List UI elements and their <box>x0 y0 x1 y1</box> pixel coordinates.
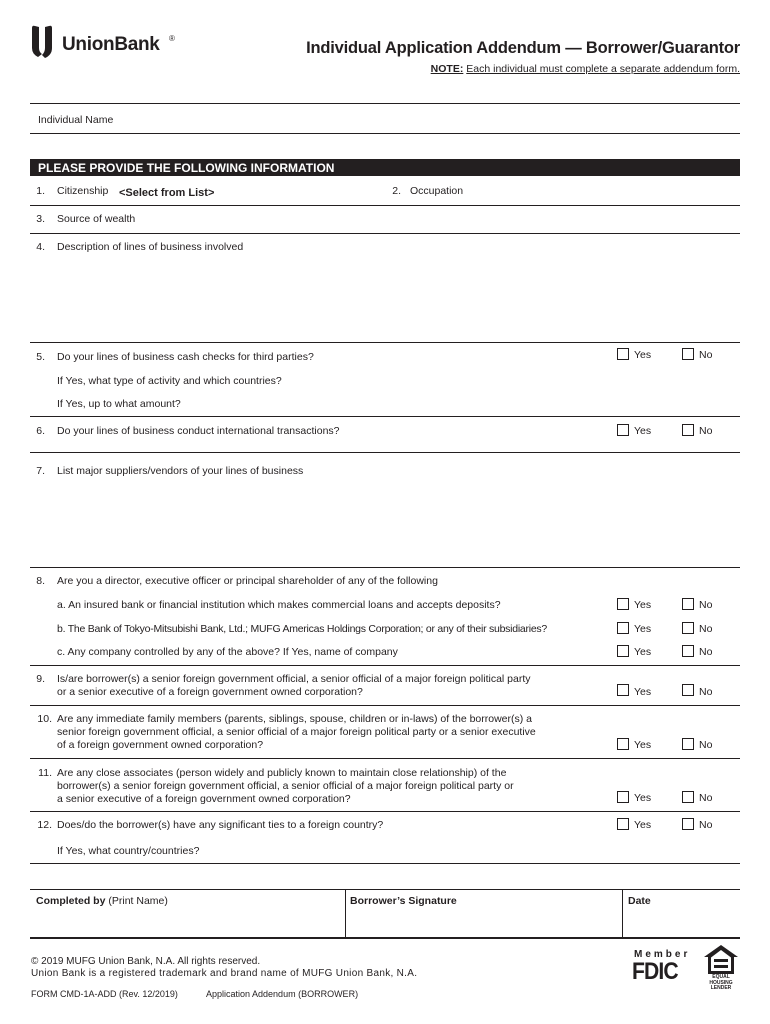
q11-no-checkbox[interactable] <box>682 791 694 803</box>
q8c-no-label: No <box>699 646 713 658</box>
q6-number: 6. <box>36 425 45 437</box>
union-bank-logo <box>30 24 190 62</box>
signature-divider <box>622 889 623 937</box>
fdic-logo <box>632 946 694 986</box>
individual-name-label: Individual Name <box>38 114 114 126</box>
logo-text: UnionBank <box>62 34 160 55</box>
q10-line3: of a foreign government owned corporation? <box>57 739 264 751</box>
q10-line1: Are any immediate family members (parents, siblings, spouse, children or in-laws) of the borrower(s) a <box>57 713 533 725</box>
q8c-no-checkbox[interactable] <box>682 645 694 657</box>
q6-no-checkbox[interactable] <box>682 424 694 436</box>
date-input[interactable] <box>628 910 736 932</box>
divider <box>30 758 740 759</box>
q8c-yes-checkbox[interactable] <box>617 645 629 657</box>
citizenship-label: Citizenship <box>57 185 109 197</box>
q11-no-label: No <box>699 792 713 804</box>
form-name: Application Addendum (BORROWER) <box>206 989 359 999</box>
q8-number: 8. <box>36 575 45 587</box>
fdic-text: FDIC <box>632 958 678 985</box>
q11-line3: a senior executive of a foreign government owned corporation? <box>57 793 351 805</box>
divider <box>30 233 740 234</box>
equal-housing-lender-logo <box>702 944 740 991</box>
source-of-wealth-input[interactable] <box>145 209 735 229</box>
q10-line2: senior foreign government official, a senior official of a major foreign political party or a senior executive <box>57 726 536 738</box>
logo-registered-mark: ® <box>169 34 175 43</box>
section-title: PLEASE PROVIDE THE FOLLOWING INFORMATION <box>38 161 335 175</box>
q6-label: Do your lines of business conduct international transactions? <box>57 425 340 437</box>
q4-number: 4. <box>36 241 45 253</box>
divider <box>30 133 740 134</box>
q11-number: 11. <box>38 767 52 779</box>
divider <box>30 416 740 417</box>
q5-label: Do your lines of business cash checks for third parties? <box>57 351 314 363</box>
q11-yes-checkbox[interactable] <box>617 791 629 803</box>
q12-label: Does/do the borrower(s) have any significant ties to a foreign country? <box>57 819 384 831</box>
q8c-label: c. Any company controlled by any of the above? If Yes, name of company <box>57 646 398 658</box>
occupation-input[interactable] <box>470 182 735 202</box>
divider <box>30 567 740 568</box>
q8c-company-input[interactable] <box>420 643 605 660</box>
note-line <box>431 63 740 75</box>
q8a-yes-label: Yes <box>634 599 652 611</box>
q8b-label: b. The Bank of Tokyo-Mitsubishi Bank, Ltd.; MUFG Americas Holdings Corporation; or any of their subsidiaries? <box>57 623 548 635</box>
q8a-yes-checkbox[interactable] <box>617 598 629 610</box>
q10-yes-label: Yes <box>634 739 652 751</box>
section-header-bar <box>30 159 740 176</box>
q5-activity-input[interactable] <box>300 372 735 390</box>
q10-no-checkbox[interactable] <box>682 738 694 750</box>
q9-no-checkbox[interactable] <box>682 684 694 696</box>
source-of-wealth-label: Source of wealth <box>57 213 136 225</box>
business-description-label: Description of lines of business involved <box>57 241 244 253</box>
q8c-yes-label: Yes <box>634 646 652 658</box>
note-text: Each individual must complete a separate addendum form. <box>466 63 740 75</box>
q9-no-label: No <box>699 686 713 698</box>
copyright-text: © 2019 MUFG Union Bank, N.A. All rights reserved. <box>31 956 261 967</box>
q11-yes-label: Yes <box>634 792 652 804</box>
q3-number: 3. <box>36 213 45 225</box>
q7-number: 7. <box>36 465 45 477</box>
divider <box>30 705 740 706</box>
individual-name-input[interactable] <box>130 108 730 130</box>
fdic-member-text: Member <box>634 949 691 960</box>
q10-number: 10. <box>37 713 52 725</box>
q8b-no-checkbox[interactable] <box>682 622 694 634</box>
q5-no-label: No <box>699 349 713 361</box>
citizenship-select[interactable]: <Select from List> <box>119 187 215 199</box>
business-description-textarea[interactable] <box>40 258 735 338</box>
form-title: Individual Application Addendum — Borrower/Guarantor <box>306 39 740 57</box>
divider <box>30 103 740 104</box>
divider <box>30 452 740 453</box>
borrower-signature-input[interactable] <box>350 910 615 932</box>
q12-yes-label: Yes <box>634 819 652 831</box>
q10-no-label: No <box>699 739 713 751</box>
q11-line1: Are any close associates (person widely and publicly known to maintain close relationship) of the <box>57 767 507 779</box>
union-bank-logo-icon <box>30 24 56 60</box>
date-label: Date <box>628 895 651 907</box>
completed-by-note: (Print Name) <box>108 895 168 907</box>
q5-activity-label: If Yes, what type of activity and which countries? <box>57 375 282 387</box>
signature-divider <box>345 889 346 937</box>
q6-no-label: No <box>699 425 713 437</box>
note-label: NOTE: <box>430 63 464 75</box>
form-id: FORM CMD-1A-ADD (Rev. 12/2019) <box>31 989 178 999</box>
q1-number: 1. <box>36 185 45 197</box>
q10-yes-checkbox[interactable] <box>617 738 629 750</box>
q6-yes-label: Yes <box>634 425 652 437</box>
q9-number: 9. <box>36 673 45 685</box>
borrower-signature-label: Borrower’s Signature <box>350 895 457 907</box>
q9-line1: Is/are borrower(s) a senior foreign government official, a senior official of a major foreign political party <box>57 673 531 685</box>
occupation-label: Occupation <box>410 185 464 197</box>
q12-yes-checkbox[interactable] <box>617 818 629 830</box>
divider <box>30 665 740 666</box>
q9-yes-label: Yes <box>634 686 652 698</box>
q12-no-checkbox[interactable] <box>682 818 694 830</box>
completed-by-label <box>36 895 168 908</box>
suppliers-textarea[interactable] <box>40 482 735 562</box>
q2-number: 2. <box>392 185 401 197</box>
q5-yes-label: Yes <box>634 349 652 361</box>
q6-yes-checkbox[interactable] <box>617 424 629 436</box>
q9-yes-checkbox[interactable] <box>617 684 629 696</box>
equal-housing-text: EQUAL HOUSING LENDER <box>709 974 733 991</box>
completed-by-bold: Completed by <box>36 895 106 907</box>
divider <box>30 863 740 864</box>
q11-line2: borrower(s) a senior foreign government official, a senior official of a major foreign political party or <box>57 780 514 792</box>
q5-no-checkbox[interactable] <box>682 348 694 360</box>
q12-country-input[interactable] <box>215 842 735 860</box>
q12-country-label: If Yes, what country/countries? <box>57 845 200 857</box>
q8a-label: a. An insured bank or financial institution which makes commercial loans and accepts deposits? <box>57 599 501 611</box>
q7-label: List major suppliers/vendors of your lines of business <box>57 465 304 477</box>
q5-amount-label: If Yes, up to what amount? <box>57 398 181 410</box>
completed-by-input[interactable] <box>36 910 336 932</box>
q12-number: 12. <box>37 819 52 831</box>
q12-no-label: No <box>699 819 713 831</box>
trademark-text: Union Bank is a registered trademark and brand name of MUFG Union Bank, N.A. <box>31 968 418 979</box>
q5-number: 5. <box>36 351 45 363</box>
q8b-yes-label: Yes <box>634 623 652 635</box>
equal-housing-icon <box>702 944 740 976</box>
divider <box>30 342 740 343</box>
q8a-no-label: No <box>699 599 713 611</box>
q8-label: Are you a director, executive officer or principal shareholder of any of the following <box>57 575 438 587</box>
q8a-no-checkbox[interactable] <box>682 598 694 610</box>
q5-yes-checkbox[interactable] <box>617 348 629 360</box>
divider <box>30 811 740 812</box>
divider <box>30 205 740 206</box>
q8b-no-label: No <box>699 623 713 635</box>
q8b-yes-checkbox[interactable] <box>617 622 629 634</box>
q5-amount-input[interactable] <box>190 395 735 413</box>
q9-line2: or a senior executive of a foreign government owned corporation? <box>57 686 363 698</box>
